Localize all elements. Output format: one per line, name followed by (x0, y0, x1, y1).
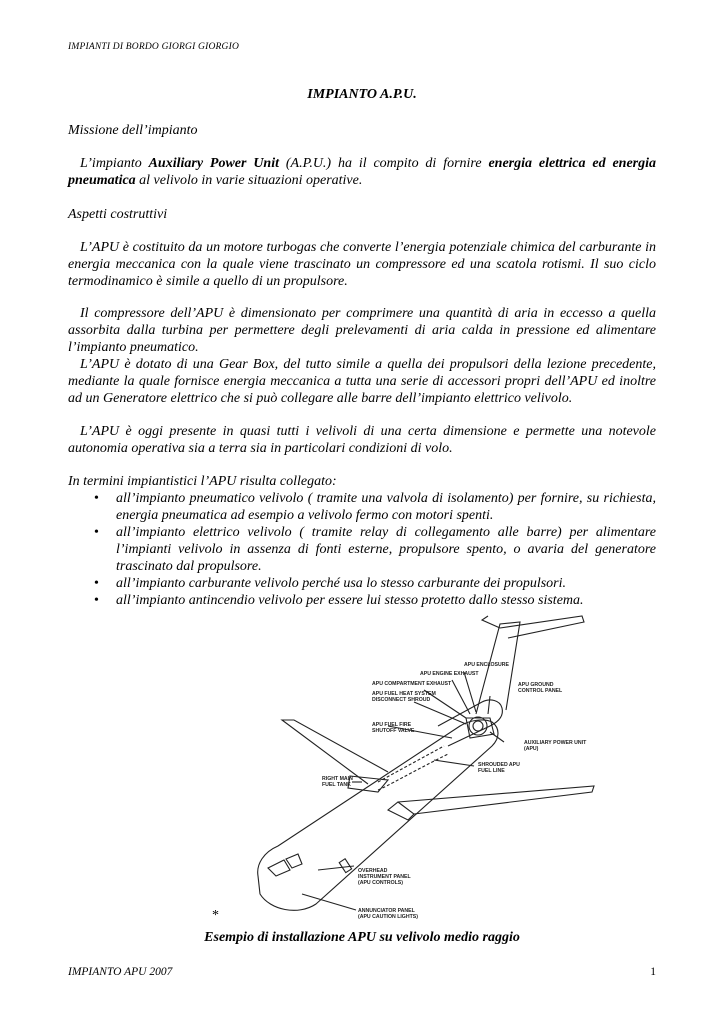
mission-text-energy: energia elettrica ed energia pneumatica (68, 156, 656, 188)
label-fuel-heat: APU FUEL HEAT SYSTEM (372, 691, 436, 697)
construction-paragraph-1 (68, 239, 656, 290)
label-compartment-exhaust: APU COMPARTMENT EXHAUST (372, 681, 452, 687)
figure-caption: Esempio di installazione APU su velivolo medio raggio (204, 930, 520, 945)
label-shrouded-line-2: FUEL LINE (478, 768, 505, 774)
paragraph-text: L’APU è oggi presente in quasi tutti i velivoli di una certa dimensione e permette una notevole autonomia operativa sia a terra sia in particolari condizioni di volo. (68, 424, 656, 456)
label-ground-panel: APU GROUND (518, 682, 554, 688)
section-heading-construction: Aspetti costruttivi (68, 207, 168, 222)
list-item: • all’impianto carburante velivolo perché usa lo stesso carburante dei propulsori. (68, 575, 656, 592)
label-fuel-fire: APU FUEL FIRE (372, 722, 412, 728)
label-fuel-tank: RIGHT MAIN (322, 776, 353, 782)
label-fuel-heat-2: DISCONNECT SHROUD (372, 697, 431, 703)
list-item: • all’impianto pneumatico velivolo ( tramite una valvola di isolamento) per fornire, su richiesta, energia pneumatica ad esempio a velivolo fermo con motori spenti. (68, 490, 656, 524)
section-heading-mission: Missione dell’impianto (68, 123, 198, 138)
label-fuel-fire-2: SHUTOFF VALVE (372, 728, 415, 734)
connections-block (68, 473, 656, 609)
mission-paragraph (68, 155, 656, 189)
label-engine-exhaust: APU ENGINE EXHAUST (420, 671, 479, 677)
label-overhead-panel: OVERHEAD (358, 868, 388, 874)
connections-list (68, 490, 656, 609)
label-apu-2: (APU) (524, 746, 539, 752)
figure-footnote-mark: * (212, 908, 219, 923)
construction-paragraph-4 (68, 423, 656, 457)
list-item: • all’impianto antincendio velivolo per essere lui stesso protetto dallo stesso sistema. (68, 592, 656, 609)
paragraph-text: L’APU è costituito da un motore turbogas che converte l’energia potenziale chimica del carburante in energia meccanica con la quale viene trascinato un compressore ed una scatola rotismi. Il suo ciclo termodinamico è simile a quello di un propulsore. (68, 240, 656, 289)
label-enclosure: APU ENCLOSURE (464, 662, 509, 668)
page-number: 1 (650, 966, 656, 978)
running-header: IMPIANTI DI BORDO GIORGI GIORGIO (68, 42, 240, 52)
paragraph-text: Il compressore dell’APU è dimensionato per comprimere una quantità di aria in eccesso a quella assorbita dalla turbina per permettere degli prelevamenti di aria calda in pressione ed alimentare l’impianto pneumatico. (68, 306, 656, 355)
mission-text-a: L’impianto (80, 156, 149, 171)
label-apu: AUXILIARY POWER UNIT (524, 740, 587, 746)
label-annunciator-2: (APU CAUTION LIGHTS) (358, 914, 418, 920)
mission-text-c: (A.P.U.) ha il compito di fornire (279, 156, 489, 171)
label-ground-panel-2: CONTROL PANEL (518, 688, 563, 694)
running-footer: IMPIANTO APU 2007 (68, 966, 173, 978)
label-fuel-tank-2: FUEL TANK (322, 782, 351, 788)
document-page (68, 0, 656, 1024)
mission-text-e: al velivolo in varie situazioni operative. (135, 173, 363, 188)
aircraft-drawing (258, 616, 594, 910)
label-shrouded-line: SHROUDED APU (478, 762, 520, 768)
label-overhead-panel-3: (APU CONTROLS) (358, 880, 403, 886)
apu-installation-figure (238, 614, 610, 924)
list-item: • all’impianto elettrico velivolo ( tramite relay di collegamento alle barre) per alimentare l’impianti velivolo in assenza di fonti esterne, propulsore spento, o avaria del generatore trascinato dal propulsore. (68, 524, 656, 575)
label-overhead-panel-2: INSTRUMENT PANEL (358, 874, 411, 880)
construction-paragraph-2 (68, 305, 656, 407)
connections-intro: In termini impiantistici l’APU risulta collegato: (68, 474, 337, 489)
document-title: IMPIANTO A.P.U. (307, 87, 417, 102)
label-annunciator: ANNUNCIATOR PANEL (358, 908, 415, 914)
paragraph-text: L’APU è dotato di una Gear Box, del tutto simile a quella dei propulsori della lezione precedente, mediante la quale fornisce energia meccanica a tutta una serie di accessori propri dell’APU ed inoltre ad un Generatore elettrico che si può collegare alle barre dell’impianto elettrico velivolo. (68, 357, 656, 406)
mission-text-apu: Auxiliary Power Unit (148, 156, 279, 171)
